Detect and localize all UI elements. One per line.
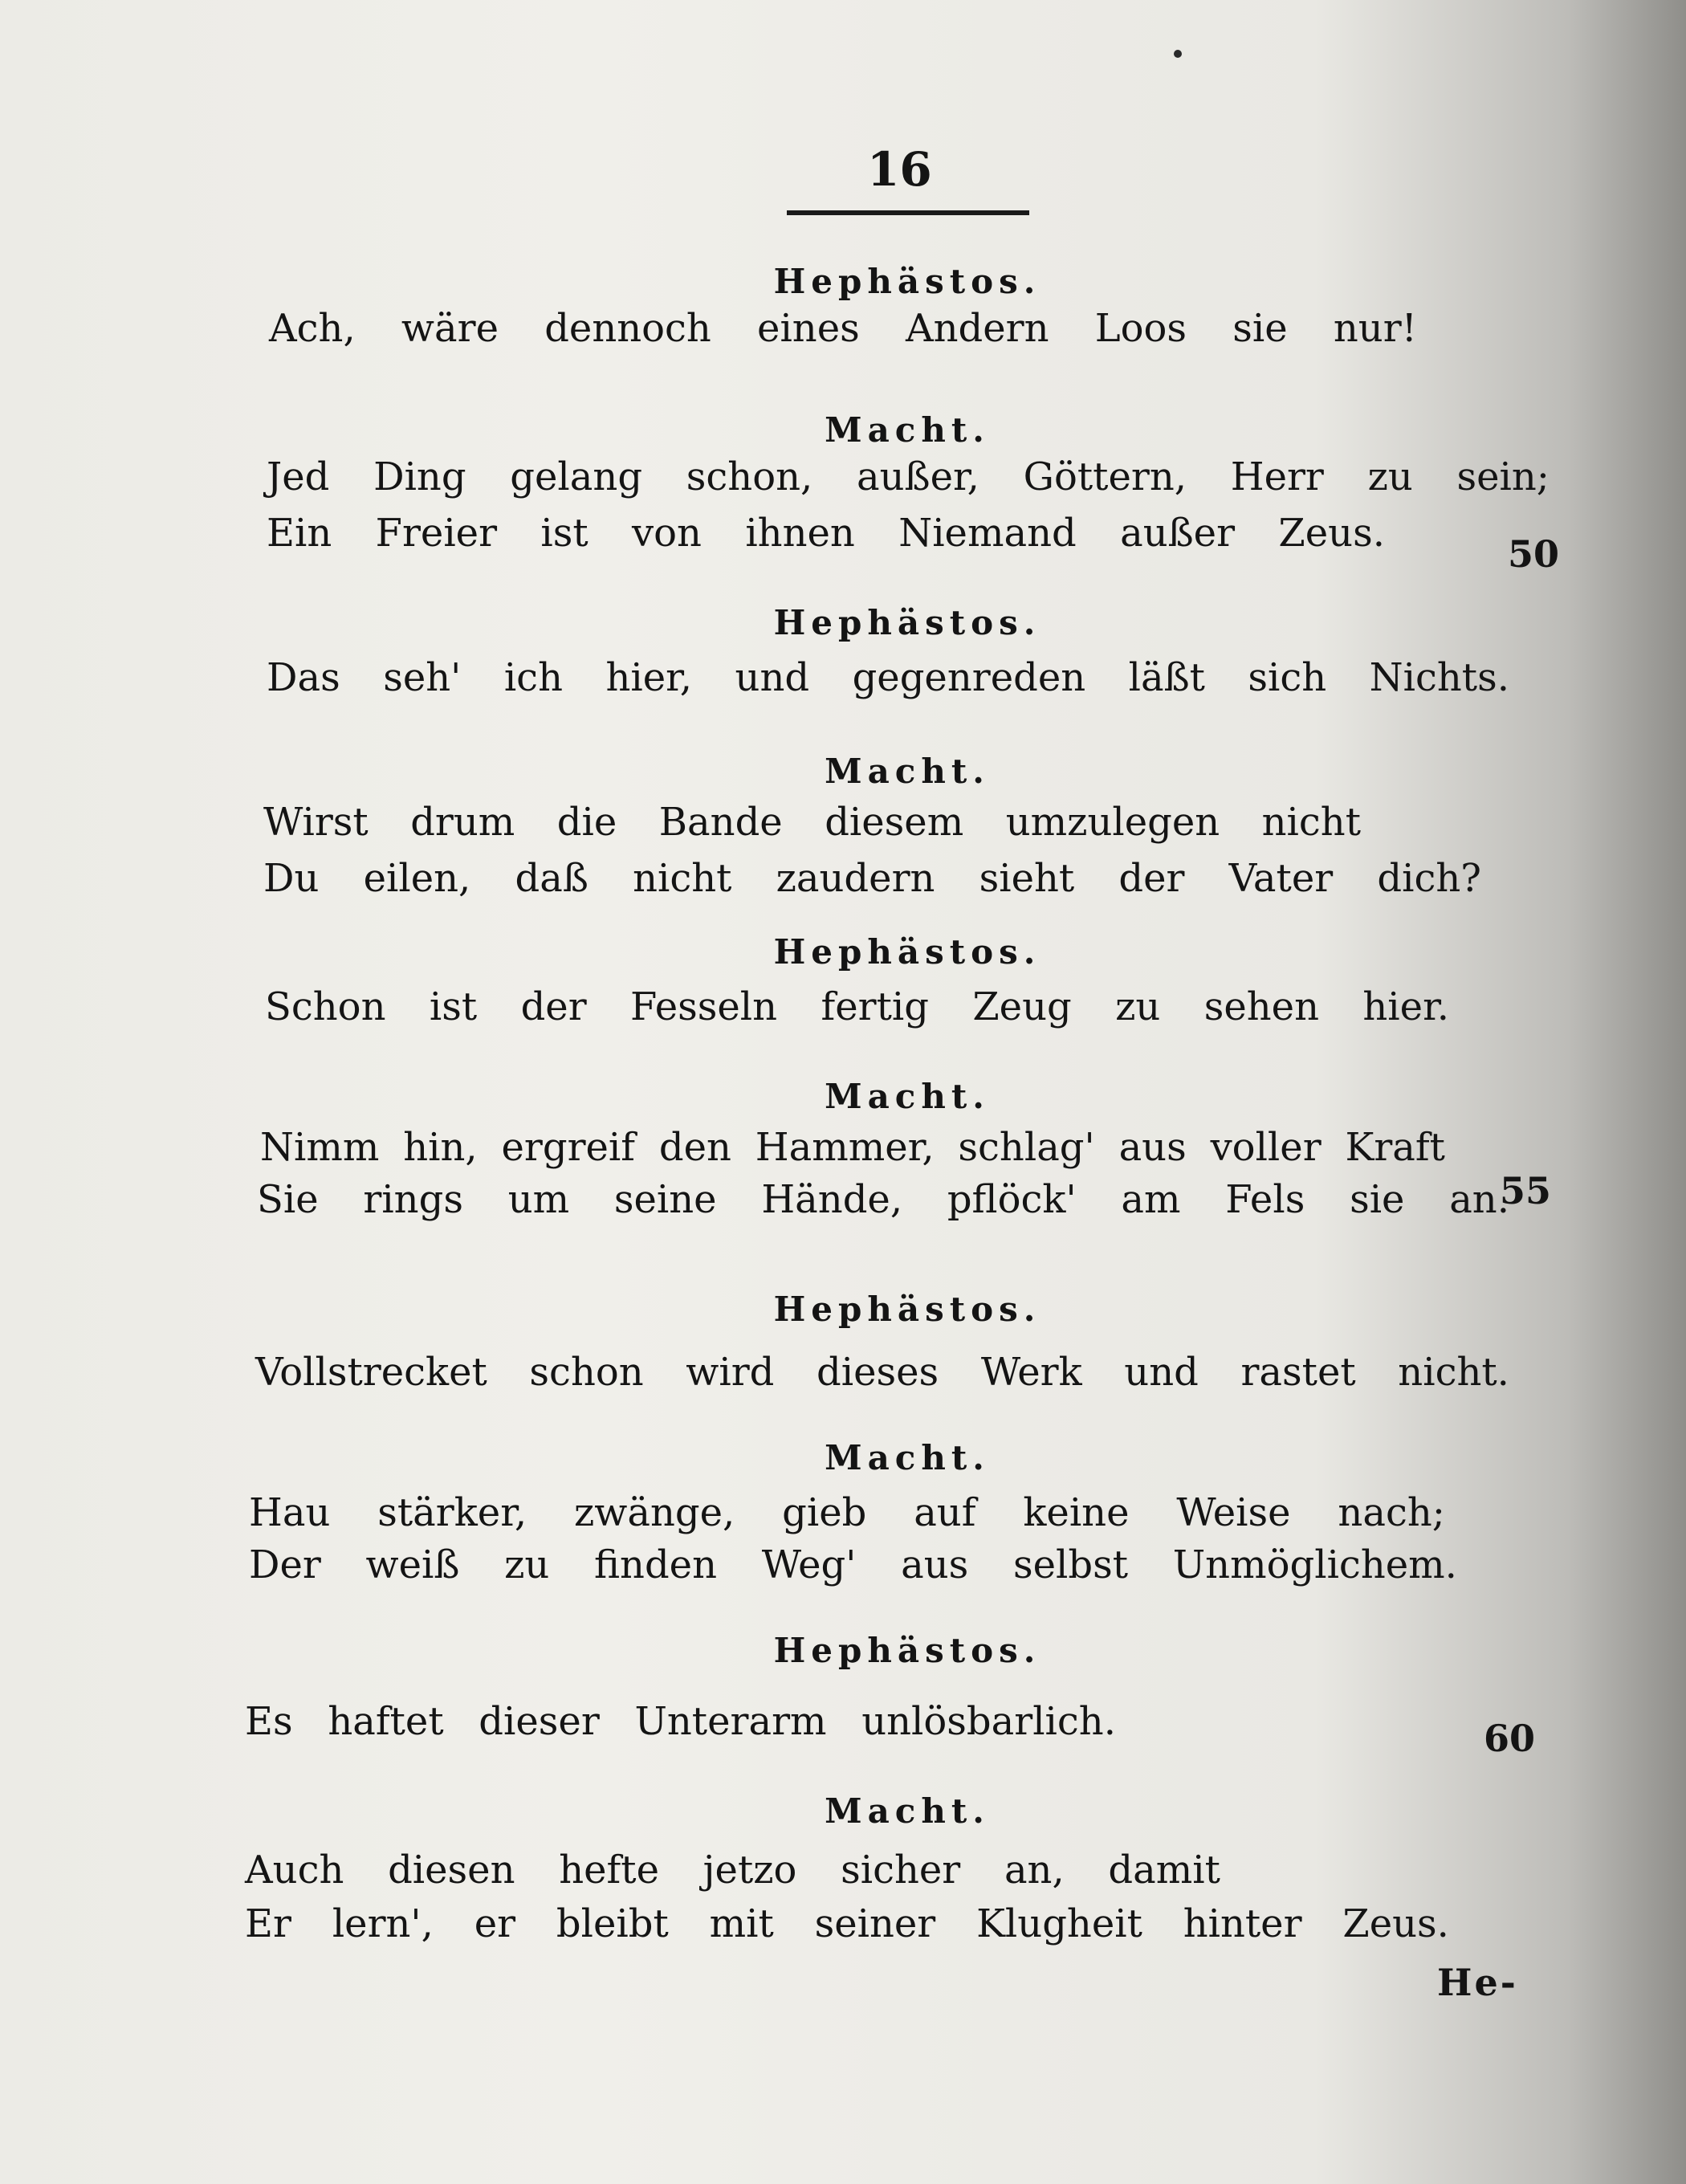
verse-word: die [556,800,617,845]
verse-word: seiner [814,1901,936,1946]
verse-word: Fels [1225,1177,1305,1222]
verse-word: Zeus. [1278,511,1385,556]
verse-word: der [1118,856,1185,901]
verse-word: am [1121,1177,1181,1222]
verse-word: Herr [1230,454,1324,499]
verse-word: Kraft [1345,1125,1445,1170]
line-number: 50 [1508,532,1560,576]
verse-word: Jed [267,454,330,499]
verse-word: außer, [856,454,979,499]
speaker-heading: Macht. [825,410,990,450]
catchword: He- [1437,1961,1518,2004]
verse-line [249,1490,1445,1535]
verse-word: Hammer, [755,1125,935,1170]
verse-word: Unterarm [634,1699,827,1744]
verse-word: Hände, [761,1177,903,1222]
verse-word: Der [249,1542,321,1587]
verse-word: auf [914,1490,976,1535]
verse-word: Vater [1228,856,1334,901]
verse-word: dich? [1377,856,1481,901]
verse-word: schlag' [958,1125,1095,1170]
verse-word: dieser [479,1699,600,1744]
verse-word: Werk [980,1350,1082,1395]
verse-word: hinter [1183,1901,1302,1946]
verse-line [245,1901,1449,1946]
verse-word: schon [529,1350,644,1395]
verse-word: wäre [401,306,499,351]
verse-word: seh' [383,655,462,700]
verse-line [249,1542,1457,1587]
verse-word: selbst [1012,1542,1129,1587]
verse-word: diesem [825,800,964,845]
verse-word: und [1124,1350,1199,1395]
verse-word: weiß [365,1542,460,1587]
verse-word: Andern [905,306,1049,351]
verse-word: Vollstrecket [255,1350,487,1395]
verse-line [265,984,1449,1029]
speaker-heading: Hephästos. [773,603,1041,642]
verse-word: den [658,1125,731,1170]
verse-word: Zeus. [1342,1901,1449,1946]
verse-word: von [632,511,702,556]
verse-word: aus [1118,1125,1187,1170]
verse-word: aus [901,1542,969,1587]
verse-word: wird [686,1350,775,1395]
verse-line [267,511,1385,556]
verse-word: daß [515,856,588,901]
verse-word: gieb [782,1490,867,1535]
verse-word: eilen, [363,856,471,901]
verse-word: zaudern [776,856,935,901]
verse-word: Ding [373,454,466,499]
verse-word: er [474,1901,516,1946]
verse-word: damit [1108,1848,1220,1893]
verse-word: läßt [1128,655,1205,700]
verse-word: seine [613,1177,717,1222]
verse-word: nicht [633,856,732,901]
verse-word: Er [245,1901,291,1946]
page-number: 16 [867,142,932,197]
verse-word: Das [267,655,340,700]
speaker-heading: Hephästos. [773,1631,1041,1670]
verse-word: rastet [1240,1350,1356,1395]
verse-word: Sie [257,1177,319,1222]
verse-word: Es [245,1699,293,1744]
verse-word: hier, [605,655,693,700]
verse-word: dieses [817,1350,939,1395]
verse-word: haftet [328,1699,444,1744]
verse-word: lern', [332,1901,434,1946]
verse-word: drum [410,800,515,845]
verse-word: außer [1120,511,1236,556]
header-rule [787,210,1029,215]
verse-word: Ein [267,511,332,556]
verse-word: ihnen [745,511,855,556]
verse-word: rings [363,1177,463,1222]
verse-word: mit [709,1901,774,1946]
verse-word: finden [594,1542,717,1587]
verse-word: Nichts. [1369,655,1509,700]
verse-word: Bande [658,800,783,845]
verse-line [267,454,1550,499]
verse-word: pflöck' [947,1177,1077,1222]
speaker-heading: Macht. [825,1791,990,1831]
verse-line [267,655,1509,700]
verse-word: Du [263,856,320,901]
line-number: 55 [1500,1169,1552,1212]
verse-word: sein; [1456,454,1550,499]
verse-word: voller [1210,1125,1322,1170]
verse-word: Loos [1094,306,1187,351]
verse-word: sicher [841,1848,961,1893]
verse-word: zu [1115,984,1161,1029]
speaker-heading: Hephästos. [773,1290,1041,1329]
verse-word: ist [540,511,588,556]
verse-word: hefte [559,1848,659,1893]
verse-word: hin, [403,1125,478,1170]
verse-word: gelang [510,454,643,499]
verse-word: an. [1449,1177,1509,1222]
verse-word: ergreif [501,1125,636,1170]
verse-word: und [735,655,810,700]
verse-line [255,1350,1509,1395]
verse-line [245,1699,1116,1744]
verse-word: jetzo [702,1848,797,1893]
verse-word: sie [1232,306,1288,351]
verse-word: ich [503,655,563,700]
verse-word: ist [429,984,478,1029]
verse-word: sie [1350,1177,1405,1222]
verse-word: Hau [249,1490,331,1535]
verse-word: Auch [245,1848,344,1893]
verse-word: Freier [375,511,498,556]
verse-word: eines [757,306,860,351]
verse-word: nur! [1333,306,1417,351]
verse-word: zu [504,1542,550,1587]
verse-word: Nimm [260,1125,380,1170]
verse-word: Weise [1176,1490,1291,1535]
verse-word: gegenreden [852,655,1086,700]
speaker-heading: Hephästos. [773,262,1041,301]
verse-word: unlösbarlich. [861,1699,1116,1744]
verse-word: diesen [388,1848,515,1893]
verse-word: nicht. [1398,1350,1509,1395]
verse-word: zu [1367,454,1413,499]
verse-line [245,1848,1220,1893]
verse-word: Zeug [972,984,1072,1029]
verse-word: nicht [1261,800,1361,845]
verse-word: sieht [979,856,1075,901]
speaker-heading: Macht. [825,1438,990,1477]
speaker-heading: Macht. [825,1077,990,1116]
line-number: 60 [1484,1717,1536,1760]
verse-word: stärker, [377,1490,527,1535]
verse-line [257,1177,1509,1222]
verse-word: schon, [686,454,813,499]
verse-word: Klugheit [976,1901,1142,1946]
verse-word: bleibt [556,1901,669,1946]
verse-word: sehen [1203,984,1319,1029]
verse-word: Wirst [263,800,369,845]
verse-word: Schon [265,984,386,1029]
verse-word: Niemand [898,511,1077,556]
verse-word: sich [1248,655,1327,700]
verse-word: Weg' [761,1542,857,1587]
verse-word: umzulegen [1005,800,1220,845]
verse-word: fertig [821,984,929,1029]
verse-word: Ach, [269,306,356,351]
speaker-heading: Macht. [825,752,990,791]
verse-word: keine [1023,1490,1130,1535]
ink-speck [1174,50,1182,58]
speaker-heading: Hephästos. [773,932,1041,972]
verse-word: Fesseln [630,984,778,1029]
verse-word: an, [1004,1848,1065,1893]
verse-word: dennoch [544,306,711,351]
verse-word: Unmöglichem. [1172,1542,1457,1587]
verse-word: zwänge, [573,1490,735,1535]
verse-line [260,1125,1445,1170]
verse-word: hier. [1362,984,1449,1029]
verse-word: nach; [1338,1490,1445,1535]
verse-line [263,800,1361,845]
verse-line [263,856,1481,901]
verse-word: um [507,1177,570,1222]
verse-word: Göttern, [1023,454,1187,499]
verse-word: der [520,984,587,1029]
verse-line [269,306,1417,351]
